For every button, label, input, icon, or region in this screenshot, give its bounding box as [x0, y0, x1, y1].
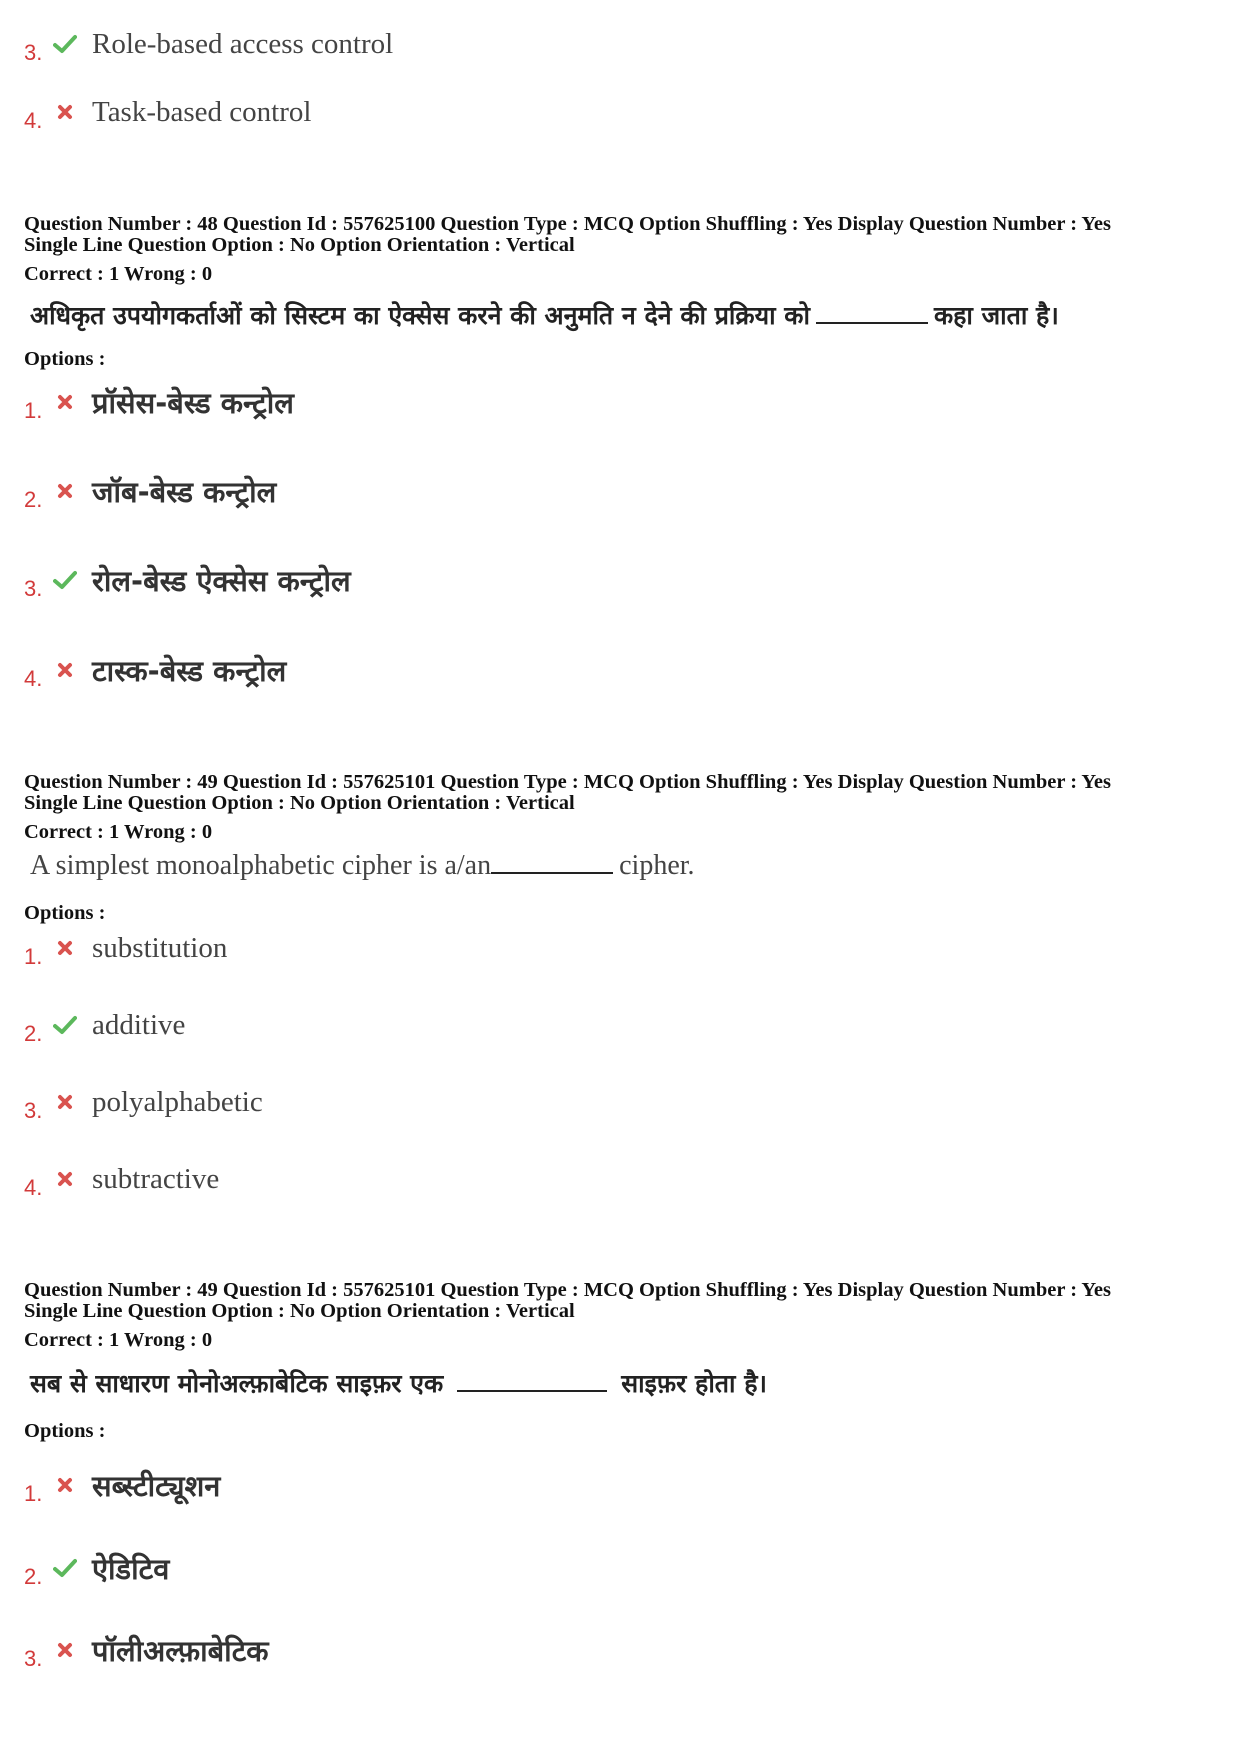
option-row[interactable] [24, 1149, 219, 1209]
option-text: ऐडिटिव [92, 1551, 170, 1586]
question-meta [24, 1280, 1111, 1322]
option-text: substitution [92, 931, 228, 964]
question-text-before-blank: अधिकृत उपयोगकर्ताओं को सिस्टम का ऐक्सेस करने की अनुमति न देने की प्रक्रिया को [30, 301, 810, 330]
meta-line: Single Line Question Option : No Option Orientation : Vertical [24, 1300, 575, 1322]
option-text: प्रॉसेस-बेस्ड कन्ट्रोल [92, 385, 294, 420]
answer-blank [816, 321, 928, 324]
correct-check-icon [52, 1555, 78, 1581]
wrong-cross-icon [52, 657, 78, 683]
question-text-before-blank: A simplest monoalphabetic cipher is a/an [30, 850, 492, 881]
wrong-cross-icon [52, 478, 78, 504]
wrong-cross-icon [52, 1472, 78, 1498]
option-number: 3. [24, 40, 43, 65]
correct-check-icon [52, 1012, 78, 1038]
answer-blank [491, 871, 613, 874]
option-row[interactable] [24, 82, 311, 142]
question-text [30, 298, 1059, 332]
option-text: जॉब-बेस्ड कन्ट्रोल [92, 474, 277, 509]
question-text-before-blank: सब से साधारण मोनोअल्फ़ाबेटिक साइफ़र एक [30, 1369, 444, 1398]
wrong-cross-icon [52, 1637, 78, 1663]
question-text-after-blank: साइफ़र होता है। [621, 1369, 767, 1398]
correct-wrong-score: Correct : 1 Wrong : 0 [24, 821, 213, 843]
correct-wrong-score: Correct : 1 Wrong : 0 [24, 263, 213, 285]
meta-line: Single Line Question Option : No Option Orientation : Vertical [24, 792, 575, 814]
option-number: 1. [24, 1481, 43, 1506]
option-text: पॉलीअल्फ़ाबेटिक [92, 1633, 269, 1668]
option-number: 4. [24, 666, 43, 691]
answer-blank [457, 1389, 607, 1392]
option-number: 1. [24, 944, 43, 969]
option-row[interactable] [24, 995, 185, 1055]
question-text [30, 850, 695, 882]
correct-check-icon [52, 31, 78, 57]
option-number: 4. [24, 108, 43, 133]
options-label: Options : [24, 348, 106, 370]
option-row[interactable] [24, 1455, 220, 1515]
option-row[interactable] [24, 550, 351, 610]
wrong-cross-icon [52, 99, 78, 125]
wrong-cross-icon [52, 389, 78, 415]
question-text [30, 1366, 767, 1400]
meta-line: Question Number : 49 Question Id : 557625101 Question Type : MCQ Option Shuffling : Yes Display Question Number : Yes [24, 771, 1111, 793]
option-row[interactable] [24, 14, 393, 74]
meta-line: Question Number : 49 Question Id : 557625101 Question Type : MCQ Option Shuffling : Yes Display Question Number : Yes [24, 1279, 1111, 1301]
option-number: 2. [24, 1021, 43, 1046]
wrong-cross-icon [52, 935, 78, 961]
option-number: 2. [24, 1564, 43, 1589]
options-label: Options : [24, 1420, 106, 1442]
meta-line: Single Line Question Option : No Option Orientation : Vertical [24, 234, 575, 256]
option-row[interactable] [24, 1072, 263, 1132]
meta-line: Question Number : 48 Question Id : 557625100 Question Type : MCQ Option Shuffling : Yes Display Question Number : Yes [24, 213, 1111, 235]
option-text: subtractive [92, 1162, 220, 1195]
correct-check-icon [52, 567, 78, 593]
question-meta [24, 772, 1111, 814]
option-row[interactable] [24, 372, 294, 432]
option-text: polyalphabetic [92, 1085, 263, 1118]
option-number: 3. [24, 1646, 43, 1671]
option-text: सब्स्टीट्यूशन [92, 1468, 221, 1503]
correct-wrong-score: Correct : 1 Wrong : 0 [24, 1329, 213, 1351]
question-text-after-blank: cipher. [619, 850, 695, 881]
option-number: 3. [24, 576, 43, 601]
question-meta [24, 214, 1111, 256]
wrong-cross-icon [52, 1166, 78, 1192]
question-text-after-blank: कहा जाता है। [933, 301, 1059, 330]
option-text: रोल-बेस्ड ऐक्सेस कन्ट्रोल [92, 563, 351, 598]
option-row[interactable] [24, 1538, 169, 1598]
option-text: टास्क-बेस्ड कन्ट्रोल [92, 653, 287, 688]
option-row[interactable] [24, 1620, 269, 1680]
option-text: Role-based access control [92, 27, 394, 60]
wrong-cross-icon [52, 1089, 78, 1115]
option-number: 4. [24, 1175, 43, 1200]
option-row[interactable] [24, 640, 286, 700]
options-label: Options : [24, 902, 106, 924]
option-row[interactable] [24, 918, 227, 978]
option-text: Task-based control [92, 95, 312, 128]
option-number: 3. [24, 1098, 43, 1123]
option-row[interactable] [24, 461, 276, 521]
option-number: 2. [24, 487, 43, 512]
option-text: additive [92, 1008, 186, 1041]
option-number: 1. [24, 398, 43, 423]
